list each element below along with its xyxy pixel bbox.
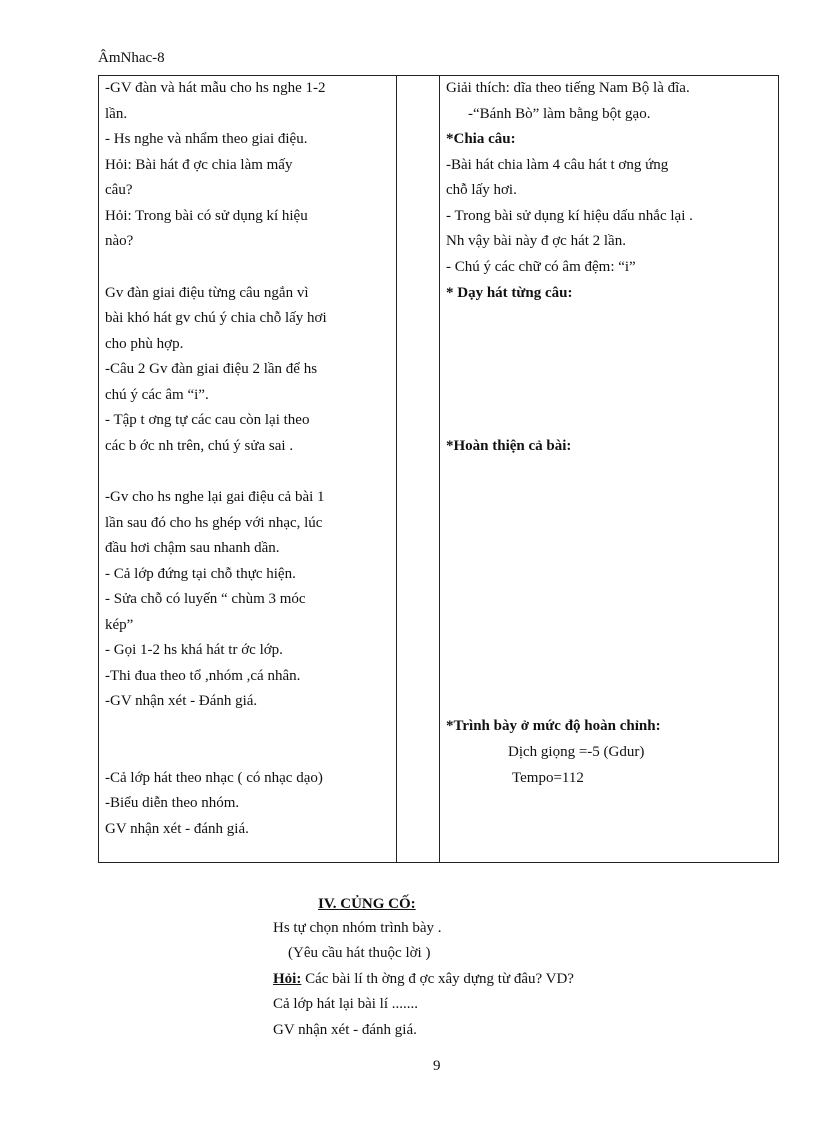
text-line: GV nhận xét - đánh giá. [273, 1022, 417, 1038]
text-line: -GV đàn và hát mẫu cho hs nghe 1-2 [105, 80, 326, 96]
lesson-table [98, 75, 779, 863]
text-line: -Câu 2 Gv đàn giai điệu 2 lần để hs [105, 361, 318, 377]
column-divider [439, 76, 440, 862]
section-heading: *Trình bày ở mức độ hoàn chỉnh: [446, 718, 661, 734]
text-line: -“Bánh Bò” làm bằng bột gạo. [468, 106, 651, 122]
text-line: - Gọi 1-2 hs khá hát tr ớc lớp. [105, 642, 283, 658]
section-heading: * Dạy hát từng câu: [446, 285, 573, 301]
page-header: ÂmNhac-8 [98, 50, 165, 66]
text-line: chú ý các âm “i”. [105, 387, 209, 403]
text-line: -Biểu diễn theo nhóm. [105, 795, 240, 811]
question-line [273, 969, 574, 989]
text-line: Giải thích: dĩa theo tiếng Nam Bộ là đĩa. [446, 80, 690, 96]
text-line: lần. [105, 106, 128, 122]
text-line: Gv đàn giai điệu từng câu ngắn vì [105, 285, 309, 301]
text-line: Nh vậy bài này đ ợc hát 2 lần. [446, 233, 626, 249]
text-line: Tempo=112 [512, 770, 584, 786]
text-line: - Cả lớp đứng tại chỗ thực hiện. [105, 566, 296, 582]
section-heading: *Chia câu: [446, 131, 516, 147]
text-line: - Trong bài sử dụng kí hiệu dấu nhắc lại . [446, 208, 693, 224]
text-line: cho phù hợp. [105, 336, 184, 352]
section-title: IV. CỦNG CỐ: [318, 896, 416, 912]
text-line: lần sau đó cho hs ghép với nhạc, lúc [105, 515, 323, 531]
text-line: Hỏi: Trong bài có sử dụng kí hiệu [105, 208, 308, 224]
text-line: - Hs nghe và nhẩm theo giai điệu. [105, 131, 308, 147]
text-line: -Bài hát chia làm 4 câu hát t ơng ứng [446, 157, 669, 173]
question-text: Các bài lí th ờng đ ợc xây dựng từ đâu? VD? [301, 971, 574, 987]
text-line: Cả lớp hát lại bài lí ....... [273, 996, 418, 1012]
section-heading: *Hoàn thiện cả bài: [446, 438, 572, 454]
text-line: Hỏi: Bài hát đ ợc chia làm mấy [105, 157, 293, 173]
text-line: - Sửa chỗ có luyến “ chùm 3 móc [105, 591, 306, 607]
question-label: Hỏi: [273, 971, 302, 987]
text-line: bài khó hát gv chú ý chia chỗ lấy hơi [105, 310, 327, 326]
text-line: -Thi đua theo tổ ,nhóm ,cá nhân. [105, 668, 301, 684]
text-line: - Chú ý các chữ có âm đệm: “i” [446, 259, 636, 275]
text-line: nào? [105, 233, 134, 249]
text-line: -GV nhận xét - Đánh giá. [105, 693, 258, 709]
text-line: (Yêu cầu hát thuộc lời ) [288, 945, 431, 961]
text-line: GV nhận xét - đánh giá. [105, 821, 249, 837]
text-line: -Gv cho hs nghe lại gai điệu cả bài 1 [105, 489, 325, 505]
text-line: - Tập t ơng tự các cau còn lại theo [105, 412, 310, 428]
text-line: chỗ lấy hơi. [446, 182, 517, 198]
text-line: các b ớc nh trên, chú ý sửa sai . [105, 438, 294, 454]
text-line: kép” [105, 617, 134, 633]
text-line: -Cả lớp hát theo nhạc ( có nhạc dạo) [105, 770, 323, 786]
text-line: đầu hơi chậm sau nhanh dần. [105, 540, 280, 556]
page-number: 9 [433, 1058, 441, 1074]
text-line: Dịch giọng =-5 (Gdur) [508, 744, 645, 760]
column-divider [396, 76, 397, 862]
text-line: câu? [105, 182, 133, 198]
text-line: Hs tự chọn nhóm trình bày . [273, 920, 442, 936]
